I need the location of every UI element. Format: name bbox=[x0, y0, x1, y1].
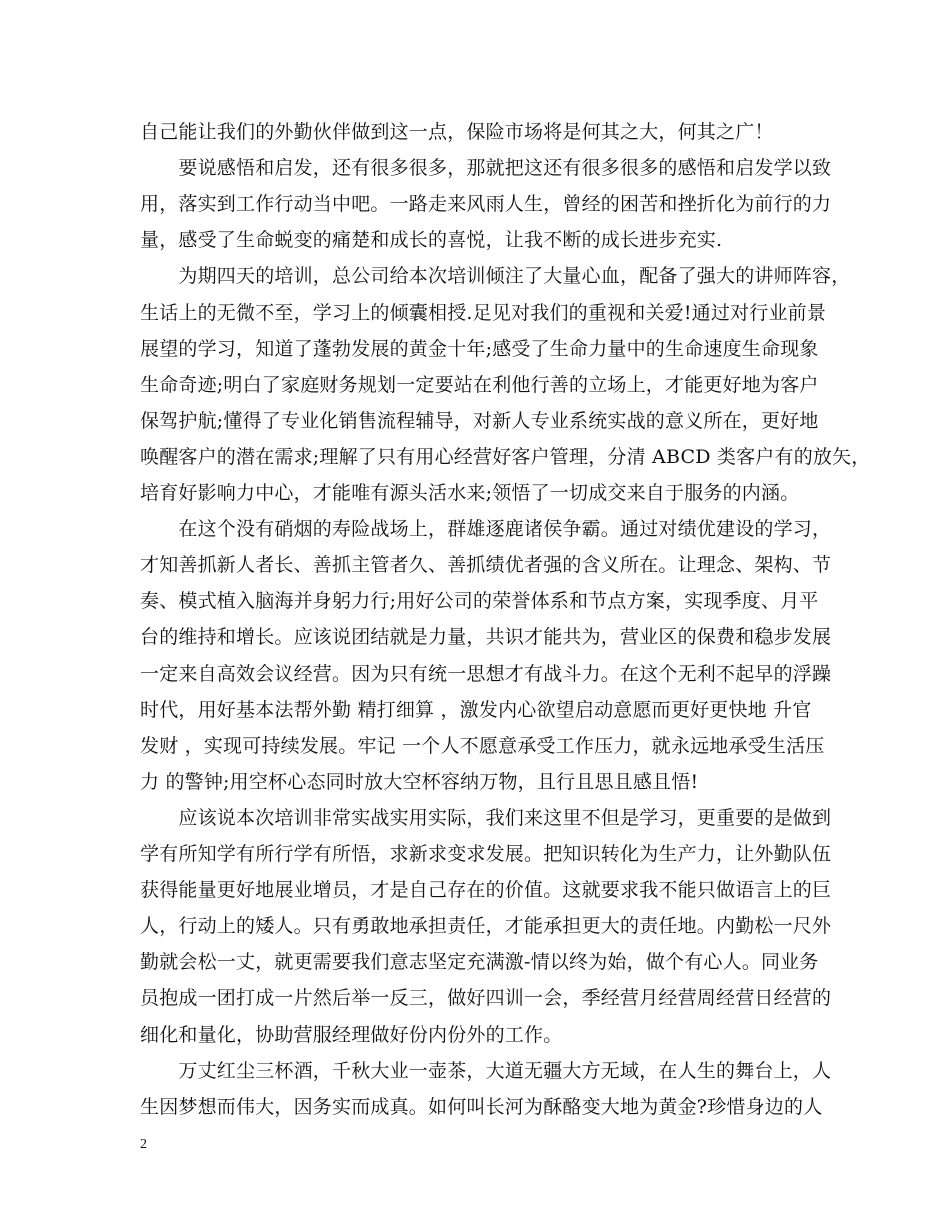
text-line: 发财 ，实现可持续发展。牢记 一个人不愿意承受工作压力，就永远地承受生活压 bbox=[140, 735, 825, 757]
text-line: 万丈红尘三杯酒，千秋大业一壶茶，大道无疆大方无域，在人生的舞台上，人 bbox=[140, 1060, 832, 1082]
text-line: 唤醒客户的潜在需求;理解了只有用心经营好客户管理，分清 ABCD 类客户有的放矢， bbox=[140, 446, 871, 468]
text-line: 生话上的无微不至，学习上的倾囊相授.足见对我们的重视和关爱!通过对行业前景 bbox=[140, 302, 827, 324]
text-line: 生命奇迹;明白了家庭财务规划一定要站在利他行善的立场上，才能更好地为客户 bbox=[140, 374, 819, 396]
text-line: 人，行动上的矮人。只有勇敢地承担责任，才能承担更大的责任地。内勤松一尺外 bbox=[140, 915, 832, 937]
text-line: 时代，用好基本法帮外勤 精打细算 ，激发内心欲望启动意愿而更好更快地 升官 bbox=[140, 699, 812, 721]
text-line: 量，感受了生命蜕变的痛楚和成长的喜悦，让我不断的成长进步充实. bbox=[140, 229, 723, 251]
text-line: 细化和量化，协助营服经理做好份内份外的工作。 bbox=[140, 1024, 563, 1046]
text-line: 员抱成一团打成一片然后举一反三，做好四训一会，季经营月经营周经营日经营的 bbox=[140, 987, 832, 1009]
text-line: 培育好影响力中心，才能唯有源头活水来;领悟了一切成交来自于服务的内涵。 bbox=[140, 482, 800, 504]
text-line: 要说感悟和启发，还有很多很多，那就把这还有很多很多的感悟和启发学以致 bbox=[140, 157, 832, 179]
text-line: 奏、模式植入脑海并身躬力行;用好公司的荣誉体系和节点方案，实现季度、月平 bbox=[140, 590, 819, 612]
text-line: 在这个没有硝烟的寿险战场上，群雄逐鹿诸侯争霸。通过对绩优建设的学习， bbox=[140, 518, 832, 540]
text-line: 才知善抓新人者长、善抓主管者久、善抓绩优者强的含义所在。让理念、架构、节 bbox=[140, 554, 832, 576]
text-line: 学有所知学有所行学有所悟，求新求变求发展。把知识转化为生产力，让外勤队伍 bbox=[140, 843, 832, 865]
text-line: 保驾护航;懂得了专业化销售流程辅导，对新人专业系统实战的意义所在，更好地 bbox=[140, 410, 819, 432]
text-line: 自己能让我们的外勤伙伴做到这一点，保险市场将是何其之大，何其之广！ bbox=[140, 121, 774, 143]
text-line: 展望的学习，知道了蓬勃发展的黄金十年;感受了生命力量中的生命速度生命现象 bbox=[140, 338, 819, 360]
text-line: 勤就会松一丈，就更需要我们意志坚定充满激-情以终为始，做个有心人。同业务 bbox=[140, 951, 819, 973]
text-line: 获得能量更好地展业增员，才是自己存在的价值。这就要求我不能只做语言上的巨 bbox=[140, 879, 832, 901]
text-line: 用，落实到工作行动当中吧。一路走来风雨人生，曾经的困苦和挫折化为前行的力 bbox=[140, 193, 832, 215]
text-line: 应该说本次培训非常实战实用实际，我们来这里不但是学习，更重要的是做到 bbox=[140, 807, 832, 829]
text-line: 台的维持和增长。应该说团结就是力量，共识才能共为，营业区的保费和稳步发展 bbox=[140, 626, 832, 648]
text-line: 一定来自高效会议经营。因为只有统一思想才有战斗力。在这个无利不起早的浮躁 bbox=[140, 663, 832, 685]
page-number: 2 bbox=[140, 1137, 147, 1152]
text-line: 力 的警钟;用空杯心态同时放大空杯容纳万物，且行且思且感且悟! bbox=[140, 771, 699, 793]
text-line: 生因梦想而伟大，因务实而成真。如何叫长河为酥酪变大地为黄金?珍惜身边的人 bbox=[140, 1096, 823, 1118]
text-line: 为期四天的培训，总公司给本次培训倾注了大量心血，配备了强大的讲师阵容， bbox=[140, 265, 851, 287]
